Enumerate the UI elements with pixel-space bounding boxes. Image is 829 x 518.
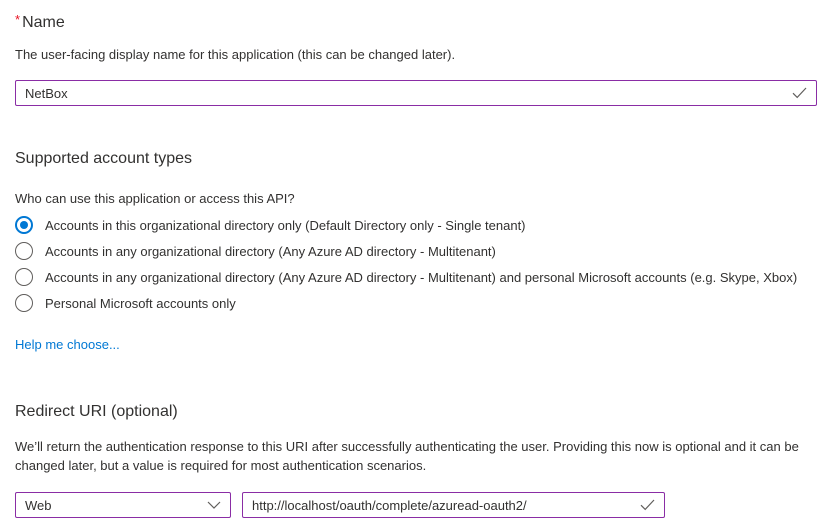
redirect-uri-input-container [242, 492, 665, 518]
account-types-radio-group [15, 212, 817, 316]
radio-option-label: Accounts in this organizational directory only (Default Directory only - Single tenant) [45, 217, 526, 233]
checkmark-icon [640, 499, 655, 511]
name-input-container [15, 80, 817, 106]
redirect-uri-input[interactable] [252, 498, 632, 513]
radio-option-label: Personal Microsoft accounts only [45, 295, 236, 311]
radio-option-label: Accounts in any organizational directory (Any Azure AD directory - Multitenant) [45, 243, 496, 259]
radio-button-icon [15, 216, 33, 234]
radio-option-single-tenant[interactable] [15, 212, 817, 238]
help-me-choose-link[interactable]: Help me choose... [15, 337, 120, 352]
radio-button-icon [15, 294, 33, 312]
redirect-uri-description [15, 437, 817, 475]
redirect-uri-description-line-1: We’ll return the authentication response to this URI after successfully authenticating the user. Providing this now is optional and it can be [15, 439, 799, 454]
radio-option-personal-only[interactable] [15, 290, 817, 316]
chevron-down-icon [207, 501, 221, 509]
radio-option-label: Accounts in any organizational directory (Any Azure AD directory - Multitenant) and personal Microsoft accounts (e.g. Skype, Xbox) [45, 269, 798, 285]
radio-button-icon [15, 242, 33, 260]
name-field-label [15, 9, 817, 34]
required-asterisk: * [15, 12, 21, 27]
account-types-question: Who can use this application or access this API? [15, 191, 295, 206]
redirect-uri-description-line-2: changed later, but a value is required for most authentication scenarios. [15, 458, 427, 473]
radio-option-multitenant[interactable] [15, 238, 817, 264]
platform-select-value: Web [25, 497, 52, 513]
name-input[interactable] [25, 86, 784, 101]
redirect-uri-title: Redirect URI (optional) [15, 403, 178, 420]
supported-account-types-title: Supported account types [15, 150, 193, 167]
radio-button-icon [15, 268, 33, 286]
name-field-description: The user-facing display name for this application (this can be changed later). [15, 47, 456, 62]
platform-select[interactable] [15, 492, 231, 518]
name-field-label-text: Name [22, 14, 65, 31]
checkmark-icon [792, 87, 807, 99]
redirect-uri-row [15, 492, 817, 518]
radio-option-multitenant-personal[interactable] [15, 264, 817, 290]
